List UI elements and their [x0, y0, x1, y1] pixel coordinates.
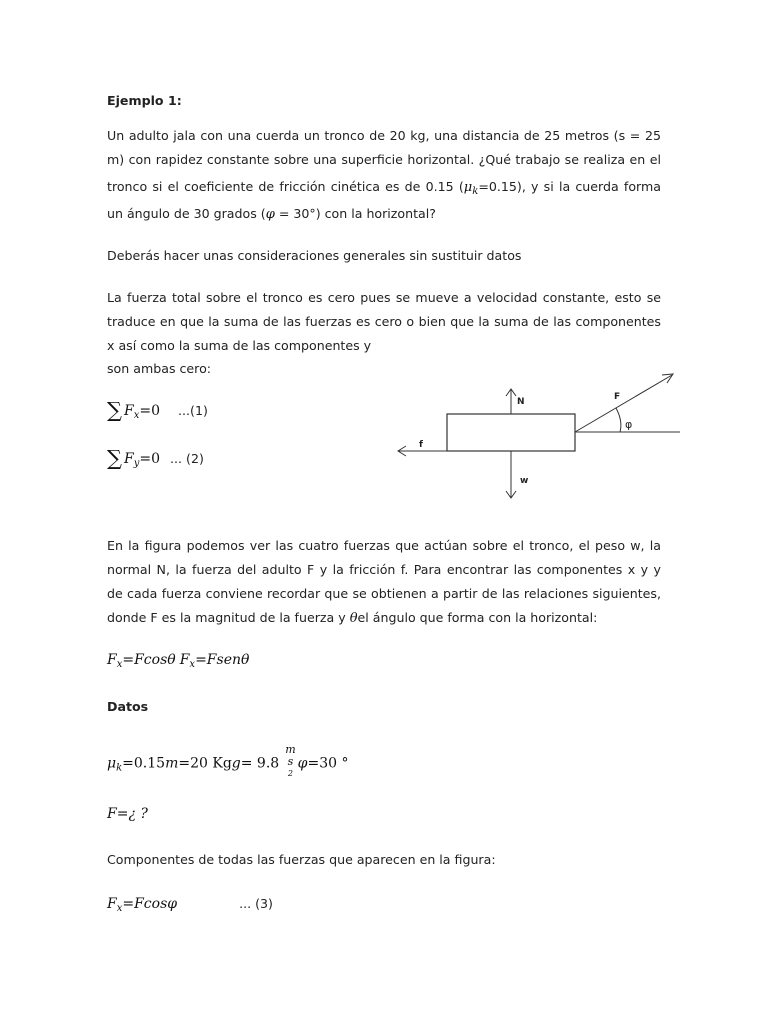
force-diagram	[390, 365, 690, 505]
problem-line-4: un ángulo de 30 grados (φ = 30°) con la horizontal?	[107, 206, 436, 222]
angle-arc	[616, 408, 621, 432]
datos-heading: Datos	[107, 699, 149, 714]
explanation-line-3: x así como la suma de las componentes y	[107, 338, 372, 353]
problem-line-1: Un adulto jala con una cuerda un tronco de 20 kg, una distancia de 25 metros (s = 25	[107, 128, 661, 143]
problem-line-3: tronco si el coeficiente de fricción cinética es de 0.15 $(\mu_k=0.15)$, y si la cuerda forma	[107, 179, 661, 197]
explanation-line-4: son ambas cero:	[107, 361, 212, 376]
label-phi: φ	[625, 418, 633, 431]
figure-line-4: donde F es la magnitud de la fuerza y θel ángulo que forma con la horizontal:	[107, 610, 598, 626]
equation-1: ∑ $F_x=0$ ...(1)	[107, 398, 208, 422]
figure-line-2: normal N, la fuerza del adulto F y la fricción f. Para encontrar las componentes x y y	[107, 562, 661, 577]
figure-line-3: de cada fuerza conviene recordar que se obtienen a partir de las relaciones siguientes,	[107, 586, 661, 601]
explanation-line-2: traduce en que la suma de las fuerzas es cero o bien que la suma de las componentes	[107, 314, 661, 329]
log-block	[447, 414, 575, 451]
example-heading: Ejemplo 1:	[107, 93, 182, 108]
problem-line-2: m) con rapidez constante sobre una superficie horizontal. ¿Qué trabajo se realiza en el	[107, 152, 661, 167]
equation-3: $F_x=Fcos\varphi$ ... (3)	[107, 896, 273, 914]
label-N: N	[517, 397, 525, 407]
explanation-line-1: La fuerza total sobre el tronco es cero pues se mueve a velocidad constante, esto se	[107, 290, 661, 305]
label-w: w	[520, 476, 529, 486]
label-F: F	[614, 392, 621, 402]
unknown-equation: F=¿ ?	[107, 806, 148, 822]
equation-2: ∑ $F_y=0$ ... (2)	[107, 446, 204, 470]
components-line: Componentes de todas las fuerzas que aparecen en la figura:	[107, 852, 496, 867]
relations-equation: $F_x=Fcos\theta$ $F_x=Fsen\theta$	[107, 652, 250, 670]
figure-line-1: En la figura podemos ver las cuatro fuerzas que actúan sobre el tronco, el peso w, la	[107, 538, 661, 553]
label-f: f	[419, 440, 423, 450]
applied-force-arrow	[575, 375, 672, 432]
note-line: Deberás hacer unas consideraciones generales sin sustituir datos	[107, 248, 522, 263]
datos-equation: $\mu_k=0.15m=20$ Kgg= 9.8 m s $^2$ φ=30 °	[107, 743, 349, 778]
